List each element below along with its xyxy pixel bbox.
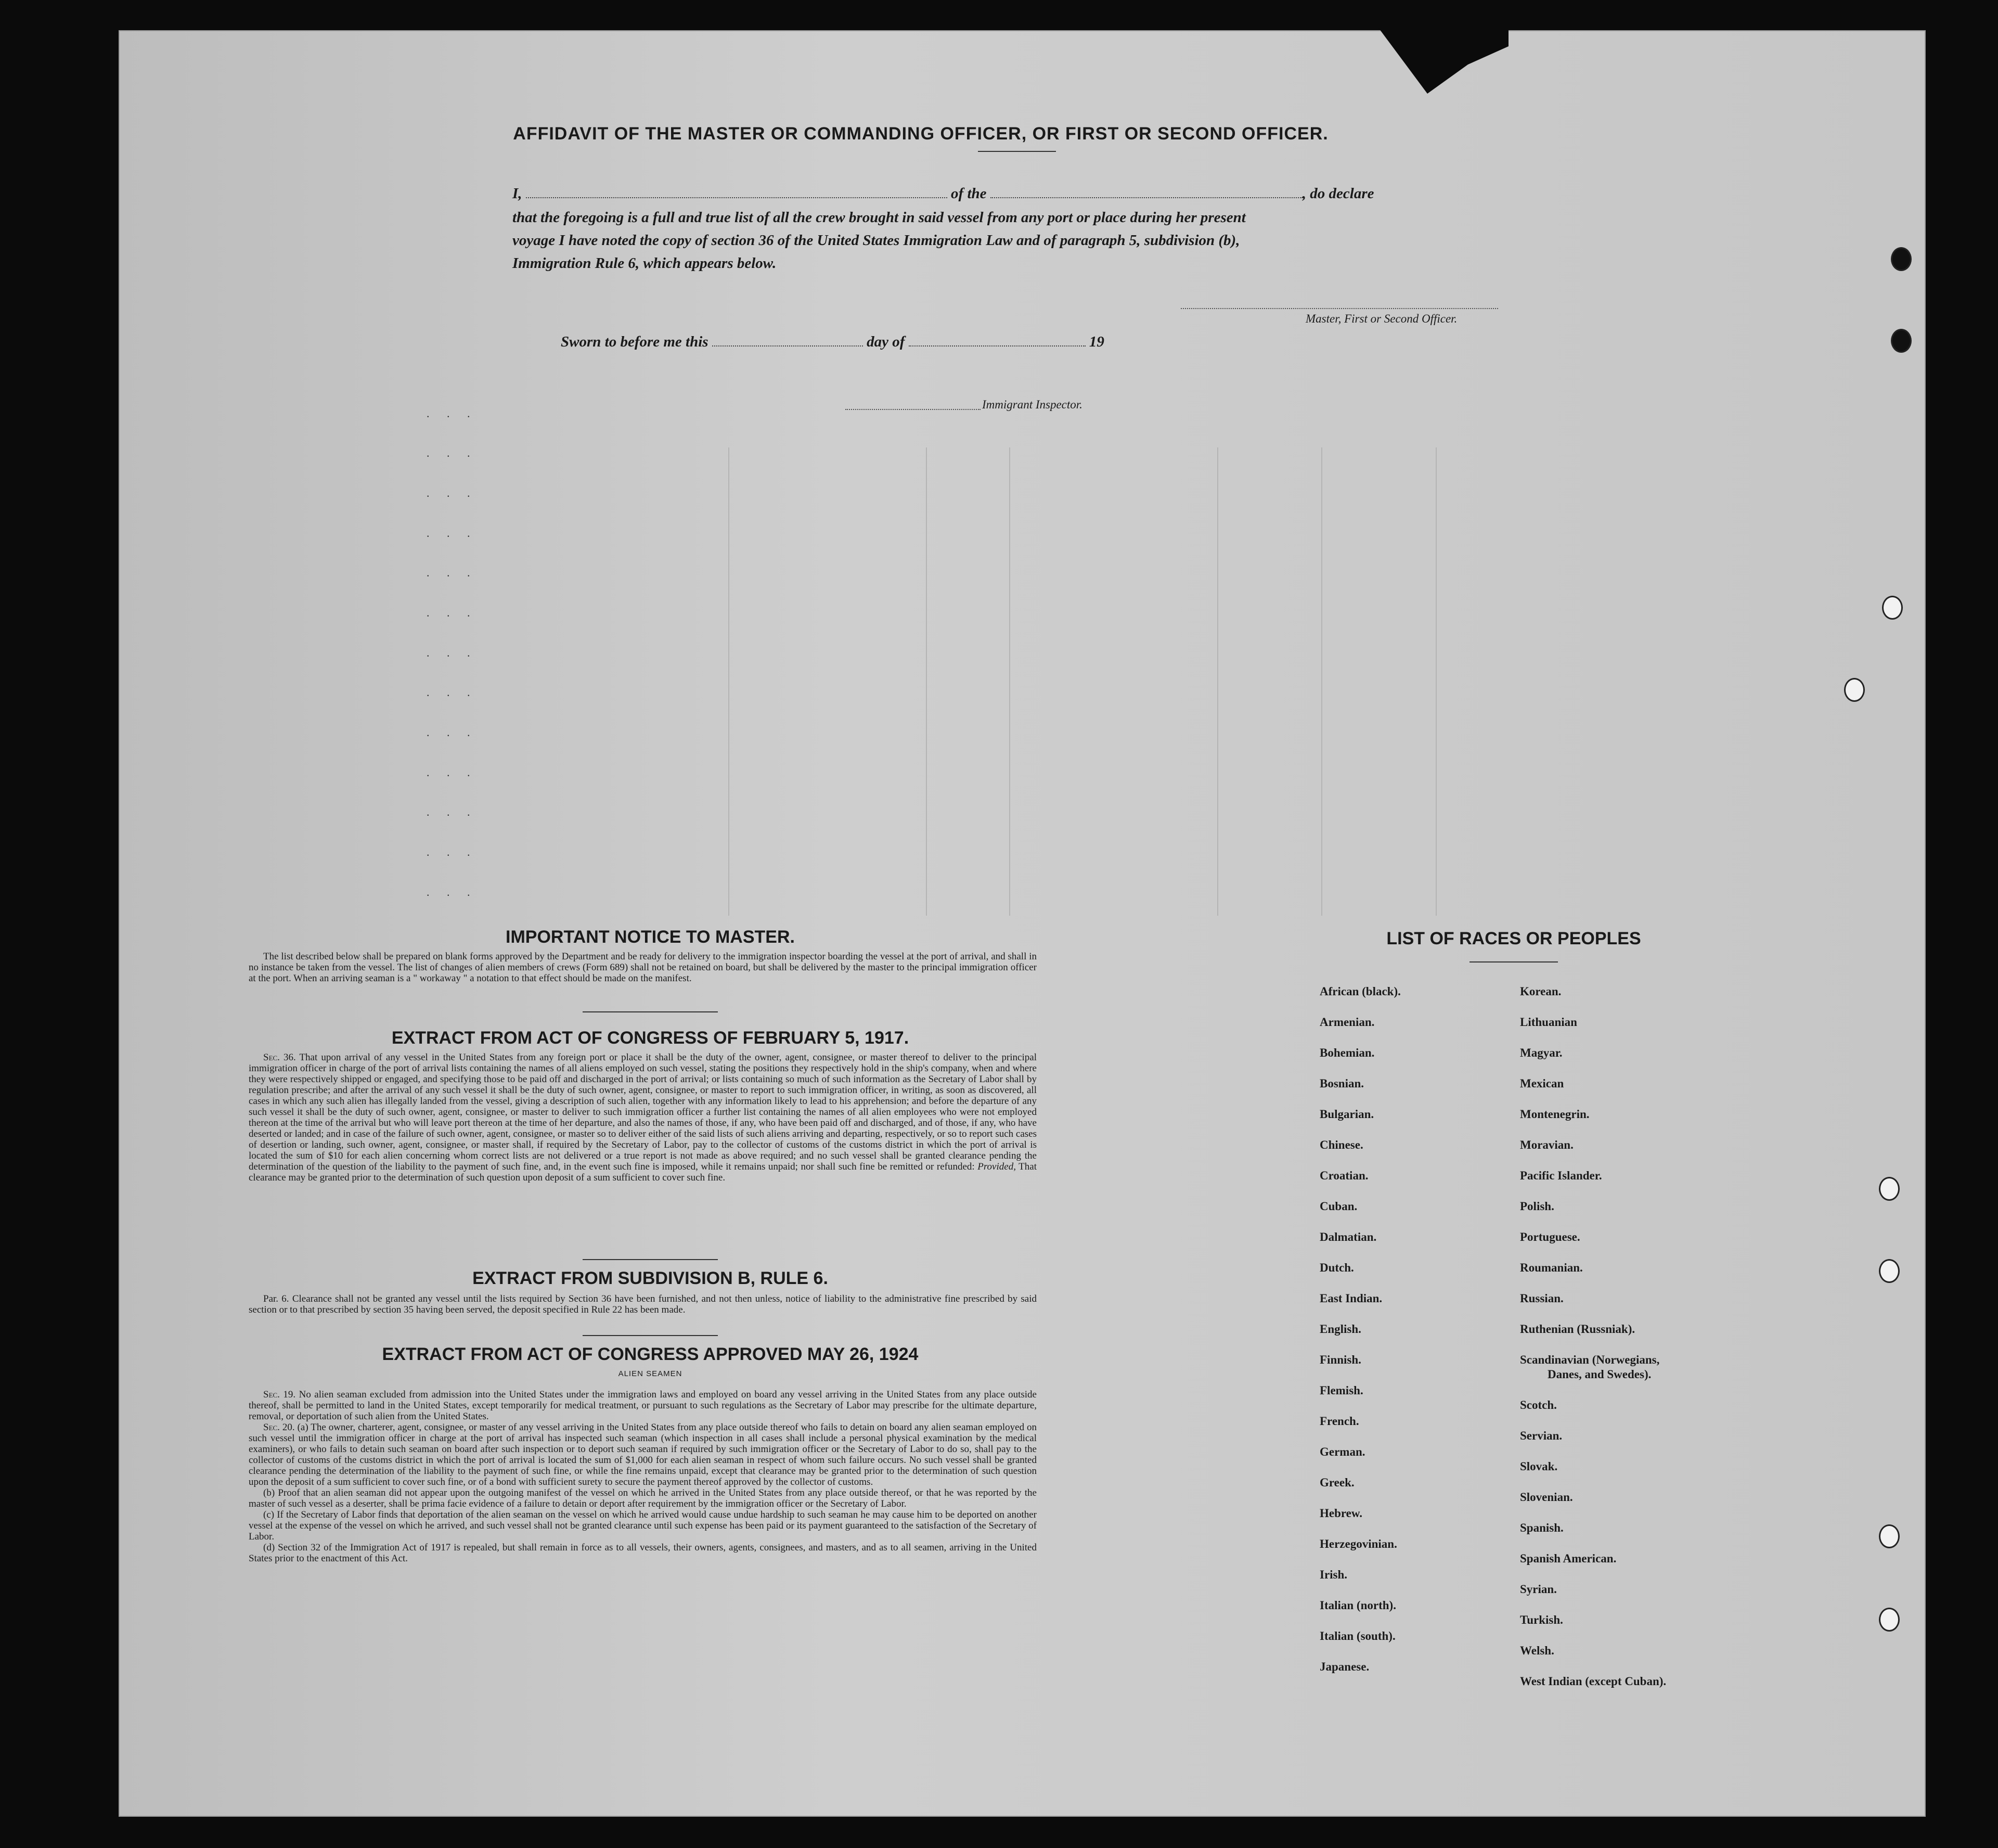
extract-1917-body: That upon arrival of any vessel in the United States from any foreign port or place it shall be the duty of the owner, agent, consignee, or master thereof to deliver to the principal immigration officer in charge of the port of arrival lists containing the names of all aliens employed on such vessel, stating the positions they respectively hold in the ship's company, when and where they were respectively shipped or engaged, and specifying those to be paid off and discharged in the port of arrival; or lists containing so much of such information as the Secretary of Labor shall by regulation prescribe; and after the arrival of any such vessel it shall be the duty of such owner, agent, consignee, or master to report to such immigration officer, in writing, as soon as discovered, all cases in which any such alien has illegally landed from the vessel, giving a description of such alien, together with any information likely to lead to his apprehension; and before the departure of any such vessel it shall be the duty of such owner, agent, consignee, or master to deliver to such immigration officer a further list containing the names of all alien employees who were not employed thereon at the time of the arrival but who will leave port thereon at the time of her departure, and also the names of those, if any, who have been paid off and discharged, and of those, if any, who have deserted or landed; and in case of the failure of such owner, agent, consignee, or master so to deliver either of the said lists of such aliens arriving and departing, respectively, or so to report such cases of desertion or landing, such owner, agent, consignee, or master shall, if required by the Secretary of Labor, pay to the collector of customs of the customs district in which the port of arrival is located the sum of $10 for each alien concerning whom correct lists are not delivered or a true report is not made as above required; and no such vessel shall be granted clearance pending the determination of the question of the liability to the payment of such fine, and, in the event such fine is imposed, while it remains unpaid; nor shall such fine be remitted or refunded:	[249, 1052, 1037, 1172]
sworn-text: Sworn to before me this	[561, 333, 708, 350]
extract-1917-provided: Provided,	[977, 1161, 1016, 1172]
race-item: Finnish.	[1320, 1353, 1361, 1366]
ditto-marks: . . .	[427, 486, 478, 499]
declaration-line-3: voyage I have noted the copy of section 36 of the United States Immigration Law and of paragraph 5, subdivision (b),	[512, 232, 1240, 249]
extract-1924-sec19: Sec. 19.	[263, 1389, 296, 1400]
sworn-day-field[interactable]	[712, 345, 863, 346]
race-item: French.	[1320, 1415, 1359, 1428]
race-item: Italian (south).	[1320, 1629, 1396, 1642]
declaration-line-2: that the foregoing is a full and true list of all the crew brought in said vessel from any port or place during her present	[512, 209, 1246, 226]
extract-1917-title: EXTRACT FROM ACT OF CONGRESS OF FEBRUARY 5, 1917.	[391, 1028, 909, 1048]
ditto-marks: . . .	[427, 446, 478, 459]
extract-1924-text	[249, 1389, 1037, 1564]
decl-of-the: of the	[951, 185, 987, 202]
extract-rule6-title: EXTRACT FROM SUBDIVISION B, RULE 6.	[472, 1268, 828, 1288]
extract-1917-sec: Sec. 36.	[263, 1052, 296, 1063]
race-item: Croatian.	[1320, 1169, 1369, 1182]
important-notice-text	[249, 951, 1037, 984]
race-item: Hebrew.	[1320, 1507, 1362, 1520]
extract-1924-c: (c) If the Secretary of Labor finds that deportation of the alien seaman on the vessel on which he arrived would cause undue hardship to such seaman he may cause him to be deported on another vessel at the expense of the vessel on which he arrived, and such vessel shall not be granted clearance until such expense has been paid or its payment guaranteed to the satisfaction of the Secretary of Labor.	[249, 1509, 1037, 1542]
races-rule	[1470, 961, 1558, 962]
race-item: Portuguese.	[1520, 1230, 1580, 1243]
important-notice-paragraph: The list described below shall be prepared on blank forms approved by the Department and be ready for delivery to the immigration inspector boarding the vessel at the port of arrival, and shall in no instance be taken from the vessel. The list of changes of alien members of crews (Form 689) shall not be retained on board, but shall be delivered by the master to the principal immigration officer at the port. When an arriving seaman is a " workaway " a notation to that effect should be made on the manifest.	[249, 951, 1037, 984]
race-item: Korean.	[1520, 985, 1562, 998]
ditto-marks: . . .	[427, 606, 478, 619]
race-item: German.	[1320, 1445, 1365, 1458]
race-item: Cuban.	[1320, 1200, 1358, 1213]
race-item: Bulgarian.	[1320, 1108, 1374, 1121]
extract-rule6-text	[249, 1293, 1037, 1315]
ditto-marks: . . .	[427, 766, 478, 779]
race-item: Roumanian.	[1520, 1261, 1583, 1274]
race-item: Magyar.	[1520, 1046, 1563, 1059]
declaration-line-4: Immigration Rule 6, which appears below.	[512, 255, 777, 272]
sworn-line	[561, 330, 1237, 353]
race-item: Moravian.	[1520, 1138, 1574, 1151]
race-item: Dutch.	[1320, 1261, 1354, 1274]
race-item: Slovak.	[1520, 1460, 1558, 1473]
section-rule	[583, 1259, 718, 1260]
extract-1924-sec20: Sec. 20.	[263, 1422, 295, 1433]
ditto-marks: . . .	[427, 646, 478, 659]
extract-1924-subtitle: ALIEN SEAMEN	[618, 1369, 682, 1378]
race-item: Mexican	[1520, 1077, 1564, 1090]
master-signature-label: Master, First or Second Officer.	[1306, 312, 1458, 325]
race-item: West Indian (except Cuban).	[1520, 1675, 1667, 1688]
declaration-line-1	[512, 182, 1548, 205]
binder-hole	[1844, 678, 1865, 702]
race-item: Welsh.	[1520, 1644, 1554, 1657]
race-item: Scotch.	[1520, 1398, 1557, 1411]
binder-hole	[1879, 1259, 1900, 1283]
ditto-marks: . . .	[427, 527, 478, 540]
race-item: Dalmatian.	[1320, 1230, 1377, 1243]
ditto-marks: . . .	[427, 805, 478, 818]
race-item: Japanese.	[1320, 1660, 1370, 1673]
bleed-through-rule	[926, 447, 927, 916]
race-item: Herzegovinian.	[1320, 1537, 1397, 1550]
binder-hole	[1891, 329, 1912, 353]
decl-do-declare: , do declare	[1302, 185, 1374, 202]
ditto-marks: . . .	[427, 726, 478, 739]
race-item: Polish.	[1520, 1200, 1554, 1213]
race-item: Spanish.	[1520, 1521, 1564, 1534]
extract-1924-b: (b) Proof that an alien seaman did not appear upon the outgoing manifest of the vessel on which he arrived in the United States from any place outside thereof, or that he was reported by the master of such vessel as a deserter, shall be prima facie evidence of a failure to detain or deport after requirement by the immigration officer or the Secretary of Labor.	[249, 1487, 1037, 1509]
bleed-through-rule	[1009, 447, 1010, 916]
race-item: English.	[1320, 1323, 1361, 1336]
extract-1924-sec19-text: No alien seaman excluded from admission into the United States under the immigration laws and employed on board any vessel arriving in the United States from any place outside thereof, shall be permitted to land in the United States, except temporarily for medical treatment, or pursuant to such regulations as the Secretary of Labor may prescribe for the ultimate departure, removal, or deportation of such alien from the United States.	[249, 1389, 1037, 1422]
section-rule	[583, 1011, 718, 1012]
race-item: Armenian.	[1320, 1016, 1375, 1029]
inspector-signature-line[interactable]	[845, 409, 981, 410]
bleed-through-rule	[1217, 447, 1218, 916]
master-signature-line[interactable]	[1181, 308, 1498, 309]
extract-1924-title: EXTRACT FROM ACT OF CONGRESS APPROVED MAY 26, 1924	[382, 1344, 919, 1364]
race-item: Greek.	[1320, 1476, 1355, 1489]
race-item: African (black).	[1320, 985, 1401, 998]
section-rule	[583, 1335, 718, 1336]
race-item: East Indian.	[1320, 1292, 1383, 1305]
race-item: Spanish American.	[1520, 1552, 1617, 1565]
affidavit-title: AFFIDAVIT OF THE MASTER OR COMMANDING OFFICER, OR FIRST OR SECOND OFFICER.	[513, 124, 1329, 144]
race-item: Slovenian.	[1520, 1491, 1573, 1504]
bleed-through-rule	[1436, 447, 1437, 916]
binder-hole	[1879, 1524, 1900, 1548]
extract-rule6-paragraph: Par. 6. Clearance shall not be granted any vessel until the lists required by Section 36 have been furnished, and not then unless, notice of liability to the administrative fine prescribed by said section or to that prescribed by section 35 having been served, the deposit specified in Rule 22 has been made.	[249, 1293, 1037, 1315]
race-item: Montenegrin.	[1520, 1108, 1590, 1121]
race-item: Flemish.	[1320, 1384, 1363, 1397]
officer-name-field[interactable]	[526, 197, 947, 198]
binder-hole	[1891, 247, 1912, 271]
ditto-marks: . . .	[427, 686, 478, 699]
ditto-marks: . . .	[427, 407, 478, 420]
race-item: Bosnian.	[1320, 1077, 1364, 1090]
extract-1917-end: That clearance may be granted prior to the determination of such question upon deposit of a sum sufficient to cover such fine.	[249, 1161, 1037, 1183]
day-of-text: day of	[867, 333, 905, 350]
race-item: Russian.	[1520, 1292, 1564, 1305]
ditto-marks: . . .	[427, 566, 478, 579]
bleed-through-rule	[1321, 447, 1322, 916]
decl-i: I,	[512, 185, 522, 202]
binder-hole	[1879, 1608, 1900, 1632]
inspector-signature-label: Immigrant Inspector.	[982, 398, 1082, 411]
ditto-marks: . . .	[427, 886, 478, 899]
bleed-through-rule	[728, 447, 729, 916]
extract-1924-d: (d) Section 32 of the Immigration Act of 1917 is repealed, but shall remain in force as to all vessels, their owners, agents, consignees, and masters, and as to all seamen, arriving in the United States prior to the enactment of this Act.	[249, 1542, 1037, 1564]
extract-1917-text	[249, 1052, 1037, 1183]
race-item: Syrian.	[1520, 1583, 1557, 1596]
race-item: Bohemian.	[1320, 1046, 1375, 1059]
races-title: LIST OF RACES OR PEOPLES	[1386, 929, 1641, 948]
extract-1924-sec20-text: (a) The owner, charterer, agent, consignee, or master of any vessel arriving in the United States from any place outside thereof who fails to detain on board any alien seaman employed on such vessel until the immigration officer in charge at the port of arrival has inspected such seaman (which inspection in all cases shall include a personal physical examination by the medical examiners), or who fails to detain such seaman on board after such inspection or to deport such seaman if required by such immigration officer or the Secretary of Labor to do so, shall pay to the collector of customs of the customs district in which the port of arrival is located the sum of $1,000 for each alien seaman in respect of whom such failure occurs. No such vessel shall be granted clearance pending the determination of the liability to the payment of such fine, or while the fine remains unpaid, except that clearance may be granted prior to the determination of such question upon the deposit of a sum sufficient to cover such fine, or of a bond with sufficient surety to secure the payment thereof approved by the collector of customs.	[249, 1422, 1037, 1487]
race-item: Pacific Islander.	[1520, 1169, 1602, 1182]
ditto-marks: . . .	[427, 845, 478, 858]
race-item: Chinese.	[1320, 1138, 1363, 1151]
race-item: Turkish.	[1520, 1613, 1563, 1626]
race-item: Irish.	[1320, 1568, 1348, 1581]
binder-hole	[1882, 596, 1903, 620]
important-notice-title: IMPORTANT NOTICE TO MASTER.	[506, 927, 795, 947]
race-item: Servian.	[1520, 1429, 1563, 1442]
title-rule	[978, 151, 1056, 152]
binder-hole	[1879, 1177, 1900, 1201]
race-item: Lithuanian	[1520, 1016, 1577, 1029]
race-item: Ruthenian (Russniak).	[1520, 1323, 1635, 1336]
sworn-month-field[interactable]	[909, 345, 1086, 346]
vessel-name-field[interactable]	[990, 197, 1303, 198]
race-item: Danes, and Swedes).	[1548, 1368, 1652, 1381]
race-item: Scandinavian (Norwegians,	[1520, 1353, 1660, 1366]
race-item: Italian (north).	[1320, 1599, 1396, 1612]
year-prefix: 19	[1089, 333, 1104, 350]
